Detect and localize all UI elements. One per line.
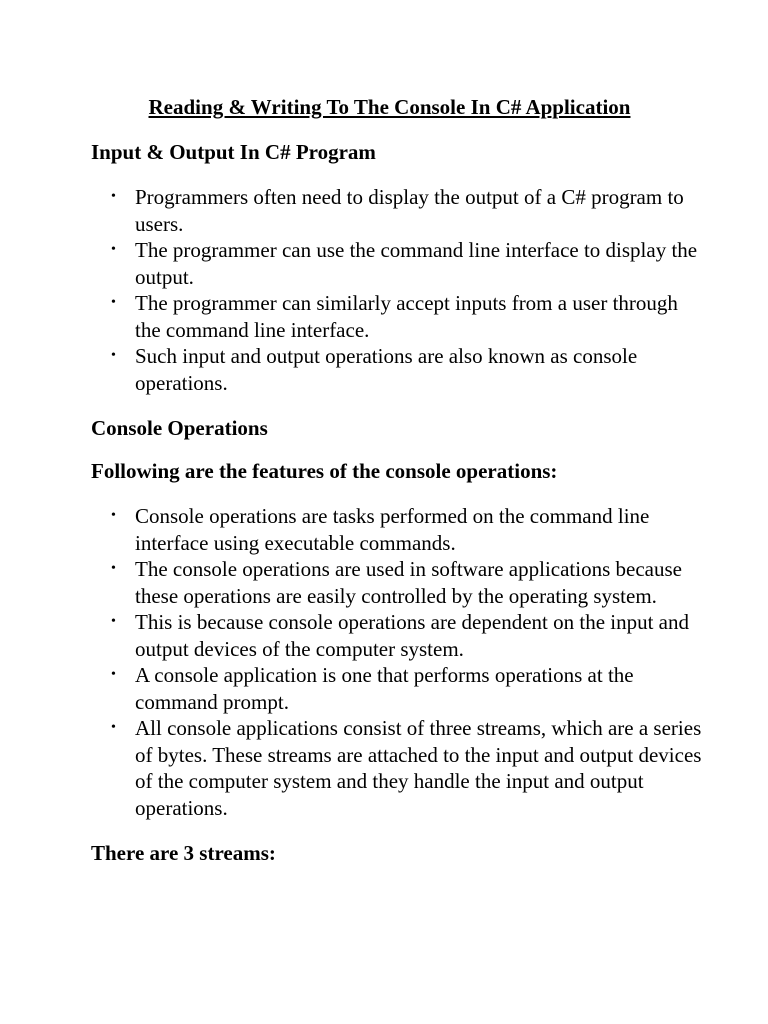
section-heading-input-output: Input & Output In C# Program: [91, 140, 376, 164]
list-item: [111, 184, 708, 237]
bullet-icon: •: [111, 720, 116, 735]
bullet-icon: •: [111, 667, 116, 682]
list-item: [111, 343, 708, 396]
list-item: [111, 609, 708, 662]
list-item: [111, 662, 708, 715]
bullet-icon: •: [111, 561, 116, 576]
list-item: [111, 556, 708, 609]
bullet-list-console-features: [91, 503, 708, 821]
bullet-icon: •: [111, 348, 116, 363]
list-item: [111, 715, 708, 821]
bullet-icon: •: [111, 295, 116, 310]
list-item-text: The programmer can similarly accept inputs from a user through the command line interface.: [135, 291, 678, 342]
list-item-text: Console operations are tasks performed on the command line interface using executable commands.: [135, 504, 650, 555]
bullet-icon: •: [111, 189, 116, 204]
list-item: [111, 503, 708, 556]
list-item-text: All console applications consist of three streams, which are a series of bytes. These streams are attached to the input and output devices of the computer system and they handle the input and output operations.: [135, 716, 702, 820]
list-item-text: A console application is one that performs operations at the command prompt.: [135, 663, 634, 714]
list-item: [111, 290, 708, 343]
list-item: [111, 237, 708, 290]
document-title: Reading & Writing To The Console In C# Application: [148, 95, 631, 119]
list-item-text: Programmers often need to display the output of a C# program to users.: [135, 185, 684, 236]
bullet-icon: •: [111, 614, 116, 629]
bullet-icon: •: [111, 508, 116, 523]
section-subheading-features: Following are the features of the console operations:: [91, 459, 558, 483]
list-item-text: The console operations are used in software applications because these operations are easily controlled by the operating system.: [135, 557, 682, 608]
list-item-text: The programmer can use the command line interface to display the output.: [135, 238, 698, 289]
bullet-icon: •: [111, 242, 116, 257]
bullet-list-input-output: [91, 184, 708, 396]
section-heading-console-operations: Console Operations: [91, 416, 268, 440]
list-item-text: This is because console operations are dependent on the input and output devices of the computer system.: [135, 610, 689, 661]
section-heading-streams: There are 3 streams:: [91, 841, 276, 865]
list-item-text: Such input and output operations are also known as console operations.: [135, 344, 638, 395]
